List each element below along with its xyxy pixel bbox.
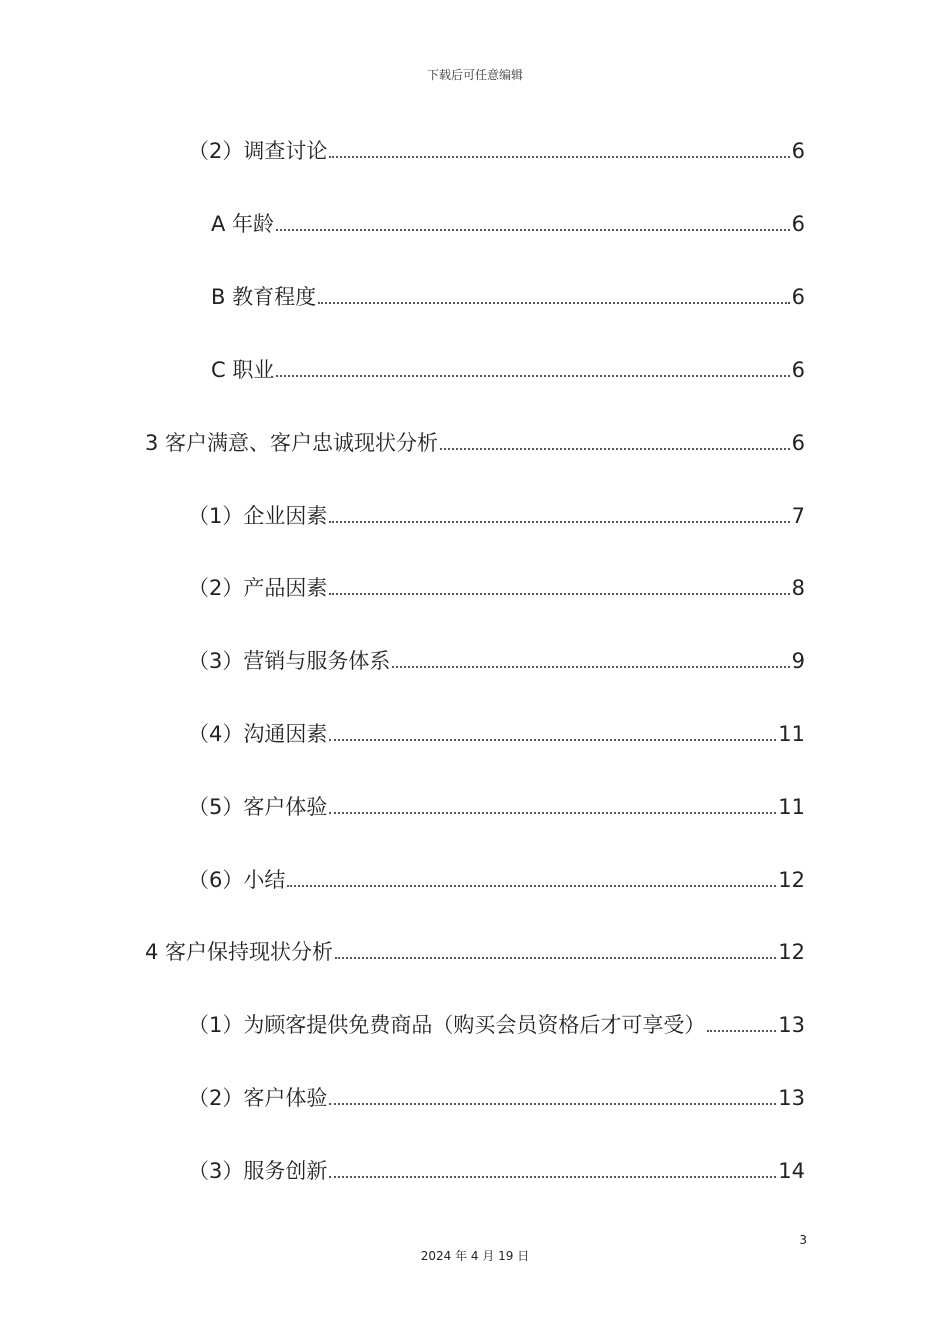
toc-entry[interactable] bbox=[211, 282, 805, 312]
toc-entry-page: 11 bbox=[778, 722, 805, 746]
toc-leader-dots bbox=[276, 229, 790, 231]
toc-entry[interactable] bbox=[145, 937, 805, 967]
page-footer-date: 2024 年 4 月 19 日 bbox=[420, 1249, 530, 1263]
toc-entry[interactable] bbox=[188, 1083, 805, 1113]
toc-leader-dots bbox=[329, 739, 776, 741]
toc-entry[interactable] bbox=[188, 792, 805, 822]
toc-leader-dots bbox=[329, 812, 776, 814]
toc-entry-page: 6 bbox=[791, 285, 805, 309]
toc-entry-page: 6 bbox=[791, 431, 805, 455]
toc-entry-page: 12 bbox=[778, 940, 805, 964]
toc-entry-page: 6 bbox=[791, 358, 805, 382]
toc-entry-page: 13 bbox=[778, 1086, 805, 1110]
toc-entry[interactable] bbox=[145, 428, 805, 458]
toc-leader-dots bbox=[329, 1103, 776, 1105]
toc-entry-label: （1）企业因素 bbox=[188, 504, 328, 528]
toc-entry-page: 11 bbox=[778, 795, 805, 819]
toc-leader-dots bbox=[329, 521, 789, 523]
toc-entry-page: 6 bbox=[791, 212, 805, 236]
page-header: 下载后可任意编辑 bbox=[426, 68, 523, 82]
toc-entry-label: C 职业 bbox=[211, 358, 275, 382]
toc-entry-label: A 年龄 bbox=[211, 212, 275, 236]
toc-leader-dots bbox=[335, 957, 776, 959]
toc-leader-dots bbox=[287, 885, 776, 887]
toc-entry-page: 6 bbox=[791, 139, 805, 163]
toc-leader-dots bbox=[707, 1030, 776, 1032]
toc-entry-page: 7 bbox=[791, 504, 805, 528]
toc-entry-label: B 教育程度 bbox=[211, 285, 317, 309]
toc-entry-label: （3）服务创新 bbox=[188, 1159, 328, 1183]
toc-entry[interactable] bbox=[211, 209, 805, 239]
toc-entry-page: 13 bbox=[778, 1013, 805, 1037]
toc-entry[interactable] bbox=[188, 865, 805, 895]
toc-entry-label: （3）营销与服务体系 bbox=[188, 649, 391, 673]
page-number: 3 bbox=[799, 1233, 807, 1247]
toc-entry[interactable] bbox=[188, 1010, 805, 1040]
toc-leader-dots bbox=[440, 448, 790, 450]
toc-entry-label: （2）客户体验 bbox=[188, 1086, 328, 1110]
toc-leader-dots bbox=[329, 593, 789, 595]
toc-entry[interactable] bbox=[188, 646, 805, 676]
toc-leader-dots bbox=[329, 1176, 776, 1178]
toc-entry[interactable] bbox=[211, 355, 805, 385]
toc-entry-label: （4）沟通因素 bbox=[188, 722, 328, 746]
toc-leader-dots bbox=[276, 375, 789, 377]
toc-entry-page: 8 bbox=[791, 576, 805, 600]
toc-entry-label: （2）产品因素 bbox=[188, 576, 328, 600]
toc-leader-dots bbox=[318, 302, 790, 304]
toc-entry-label: （1）为顾客提供免费商品（购买会员资格后才可享受） bbox=[188, 1013, 706, 1037]
toc-entry-label: 4 客户保持现状分析 bbox=[145, 940, 334, 964]
toc-entry-label: 3 客户满意、客户忠诚现状分析 bbox=[145, 431, 439, 455]
toc-entry-label: （2）调查讨论 bbox=[188, 139, 328, 163]
toc-entry-page: 12 bbox=[778, 868, 805, 892]
toc-entry[interactable] bbox=[188, 719, 805, 749]
toc-entry-label: （6）小结 bbox=[188, 868, 286, 892]
toc-entry[interactable] bbox=[188, 1156, 805, 1186]
toc-entry-page: 9 bbox=[791, 649, 805, 673]
toc-entry[interactable] bbox=[188, 573, 805, 603]
toc-leader-dots bbox=[392, 666, 789, 668]
toc-entry-label: （5）客户体验 bbox=[188, 795, 328, 819]
toc-entry-page: 14 bbox=[778, 1159, 805, 1183]
toc-entry[interactable] bbox=[188, 136, 805, 166]
toc-leader-dots bbox=[329, 156, 789, 158]
toc-entry[interactable] bbox=[188, 501, 805, 531]
